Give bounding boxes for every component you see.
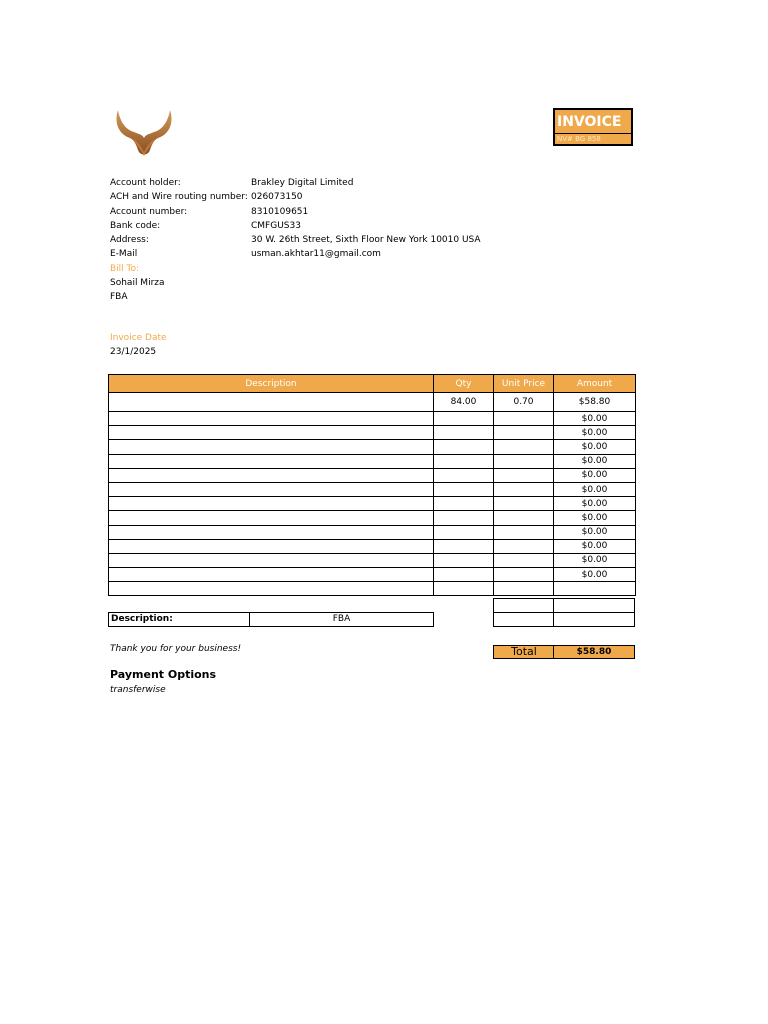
cell-description <box>109 497 434 511</box>
table-row <box>109 440 636 454</box>
cell-amount: $0.00 <box>554 511 636 525</box>
col-header-unit-price: Unit Price <box>494 375 554 393</box>
description-value: FBA <box>332 614 351 624</box>
cell-amount <box>554 582 636 596</box>
cell-unit-price <box>494 454 554 468</box>
cell-unit-price <box>494 525 554 539</box>
cell-qty <box>434 482 494 496</box>
line-items-table <box>108 374 636 596</box>
cell-description <box>109 553 434 567</box>
cell-unit-price <box>494 511 554 525</box>
cell-description <box>109 539 434 553</box>
cell-unit-price <box>494 568 554 582</box>
cell-amount: $0.00 <box>554 539 636 553</box>
account-value: CMFGUS33 <box>251 220 301 231</box>
cell-description <box>109 582 434 596</box>
description-label: Description: <box>111 614 173 624</box>
cell-description <box>109 511 434 525</box>
cell-description <box>109 568 434 582</box>
account-label: Account holder: <box>110 178 181 188</box>
cell-amount: $58.80 <box>554 393 636 412</box>
cell-qty <box>434 553 494 567</box>
description-box <box>108 612 434 627</box>
thank-you-note: Thank you for your business! <box>110 644 242 654</box>
payment-options-heading: Payment Options <box>110 668 217 681</box>
account-row <box>110 247 481 261</box>
bull-horns-logo <box>112 104 176 160</box>
account-label: Account number: <box>110 206 188 217</box>
table-row <box>109 454 636 468</box>
account-details <box>110 176 481 305</box>
cell-amount: $0.00 <box>554 525 636 539</box>
cell-unit-price <box>494 426 554 440</box>
col-header-qty: Qty <box>434 375 494 393</box>
summary-box <box>493 598 635 627</box>
cell-unit-price: 0.70 <box>494 393 554 412</box>
cell-amount: $0.00 <box>554 497 636 511</box>
table-row <box>109 482 636 496</box>
invoice-number: NV# BG 858 <box>557 135 601 143</box>
cell-qty <box>434 440 494 454</box>
cell-description <box>109 440 434 454</box>
summary-row-divider <box>494 612 634 613</box>
bill-to-company: FBA <box>110 292 128 303</box>
cell-amount: $0.00 <box>554 454 636 468</box>
cell-unit-price <box>494 440 554 454</box>
cell-unit-price <box>494 468 554 482</box>
bill-to-name: Sohail Mirza <box>110 278 165 289</box>
email-value: usman.akhtar11@gmail.com <box>251 249 381 260</box>
account-label: E-Mail <box>110 249 138 260</box>
cell-description <box>109 454 434 468</box>
invoice-date-label: Invoice Date <box>110 333 167 343</box>
col-header-description: Description <box>109 375 434 393</box>
table-row <box>109 525 636 539</box>
account-row <box>110 219 481 233</box>
table-row <box>109 497 636 511</box>
cell-qty <box>434 426 494 440</box>
cell-qty <box>434 468 494 482</box>
account-label: ACH and Wire routing number: <box>110 192 248 203</box>
cell-qty <box>434 539 494 553</box>
cell-description <box>109 426 434 440</box>
payment-method: transferwise <box>110 685 166 695</box>
cell-qty <box>434 525 494 539</box>
cell-amount: $0.00 <box>554 482 636 496</box>
col-header-amount: Amount <box>554 375 636 393</box>
table-row <box>109 412 636 426</box>
account-row <box>110 190 481 204</box>
account-value: 026073150 <box>251 192 303 203</box>
cell-unit-price <box>494 582 554 596</box>
table-row <box>109 539 636 553</box>
invoice-title: INVOICE <box>557 114 622 130</box>
account-value: Brakley Digital Limited <box>251 178 354 188</box>
cell-qty <box>434 511 494 525</box>
cell-amount: $0.00 <box>554 440 636 454</box>
cell-qty <box>434 454 494 468</box>
cell-description <box>109 468 434 482</box>
account-row <box>110 176 481 190</box>
cell-amount: $0.00 <box>554 468 636 482</box>
account-value: 8310109651 <box>251 206 309 217</box>
account-label: Address: <box>110 235 149 246</box>
table-row <box>109 511 636 525</box>
cell-unit-price <box>494 412 554 426</box>
invoice-date-value: 23/1/2025 <box>110 347 157 357</box>
cell-qty <box>434 497 494 511</box>
total-value: $58.80 <box>576 647 612 657</box>
total-label: Total <box>511 645 537 658</box>
cell-amount: $0.00 <box>554 568 636 582</box>
cell-description <box>109 393 434 412</box>
cell-unit-price <box>494 497 554 511</box>
account-label: Bank code: <box>110 220 161 231</box>
cell-description <box>109 482 434 496</box>
invoice-header-box <box>553 108 633 146</box>
table-row <box>109 393 636 412</box>
bill-to-label: Bill To: <box>110 263 140 274</box>
cell-qty <box>434 568 494 582</box>
cell-unit-price <box>494 482 554 496</box>
table-row <box>109 568 636 582</box>
cell-amount: $0.00 <box>554 553 636 567</box>
cell-amount: $0.00 <box>554 426 636 440</box>
table-row <box>109 582 636 596</box>
cell-description <box>109 412 434 426</box>
table-header-row <box>109 375 636 393</box>
account-value: 30 W. 26th Street, Sixth Floor New York 10010 USA <box>251 235 481 246</box>
cell-unit-price <box>494 553 554 567</box>
account-row <box>110 205 481 219</box>
table-row <box>109 468 636 482</box>
cell-qty <box>434 582 494 596</box>
cell-description <box>109 525 434 539</box>
table-row <box>109 553 636 567</box>
table-row <box>109 426 636 440</box>
cell-qty <box>434 412 494 426</box>
invoice-box-divider <box>555 133 631 134</box>
cell-amount: $0.00 <box>554 412 636 426</box>
cell-unit-price <box>494 539 554 553</box>
cell-qty: 84.00 <box>434 393 494 412</box>
account-row <box>110 233 481 247</box>
total-box <box>493 645 635 659</box>
